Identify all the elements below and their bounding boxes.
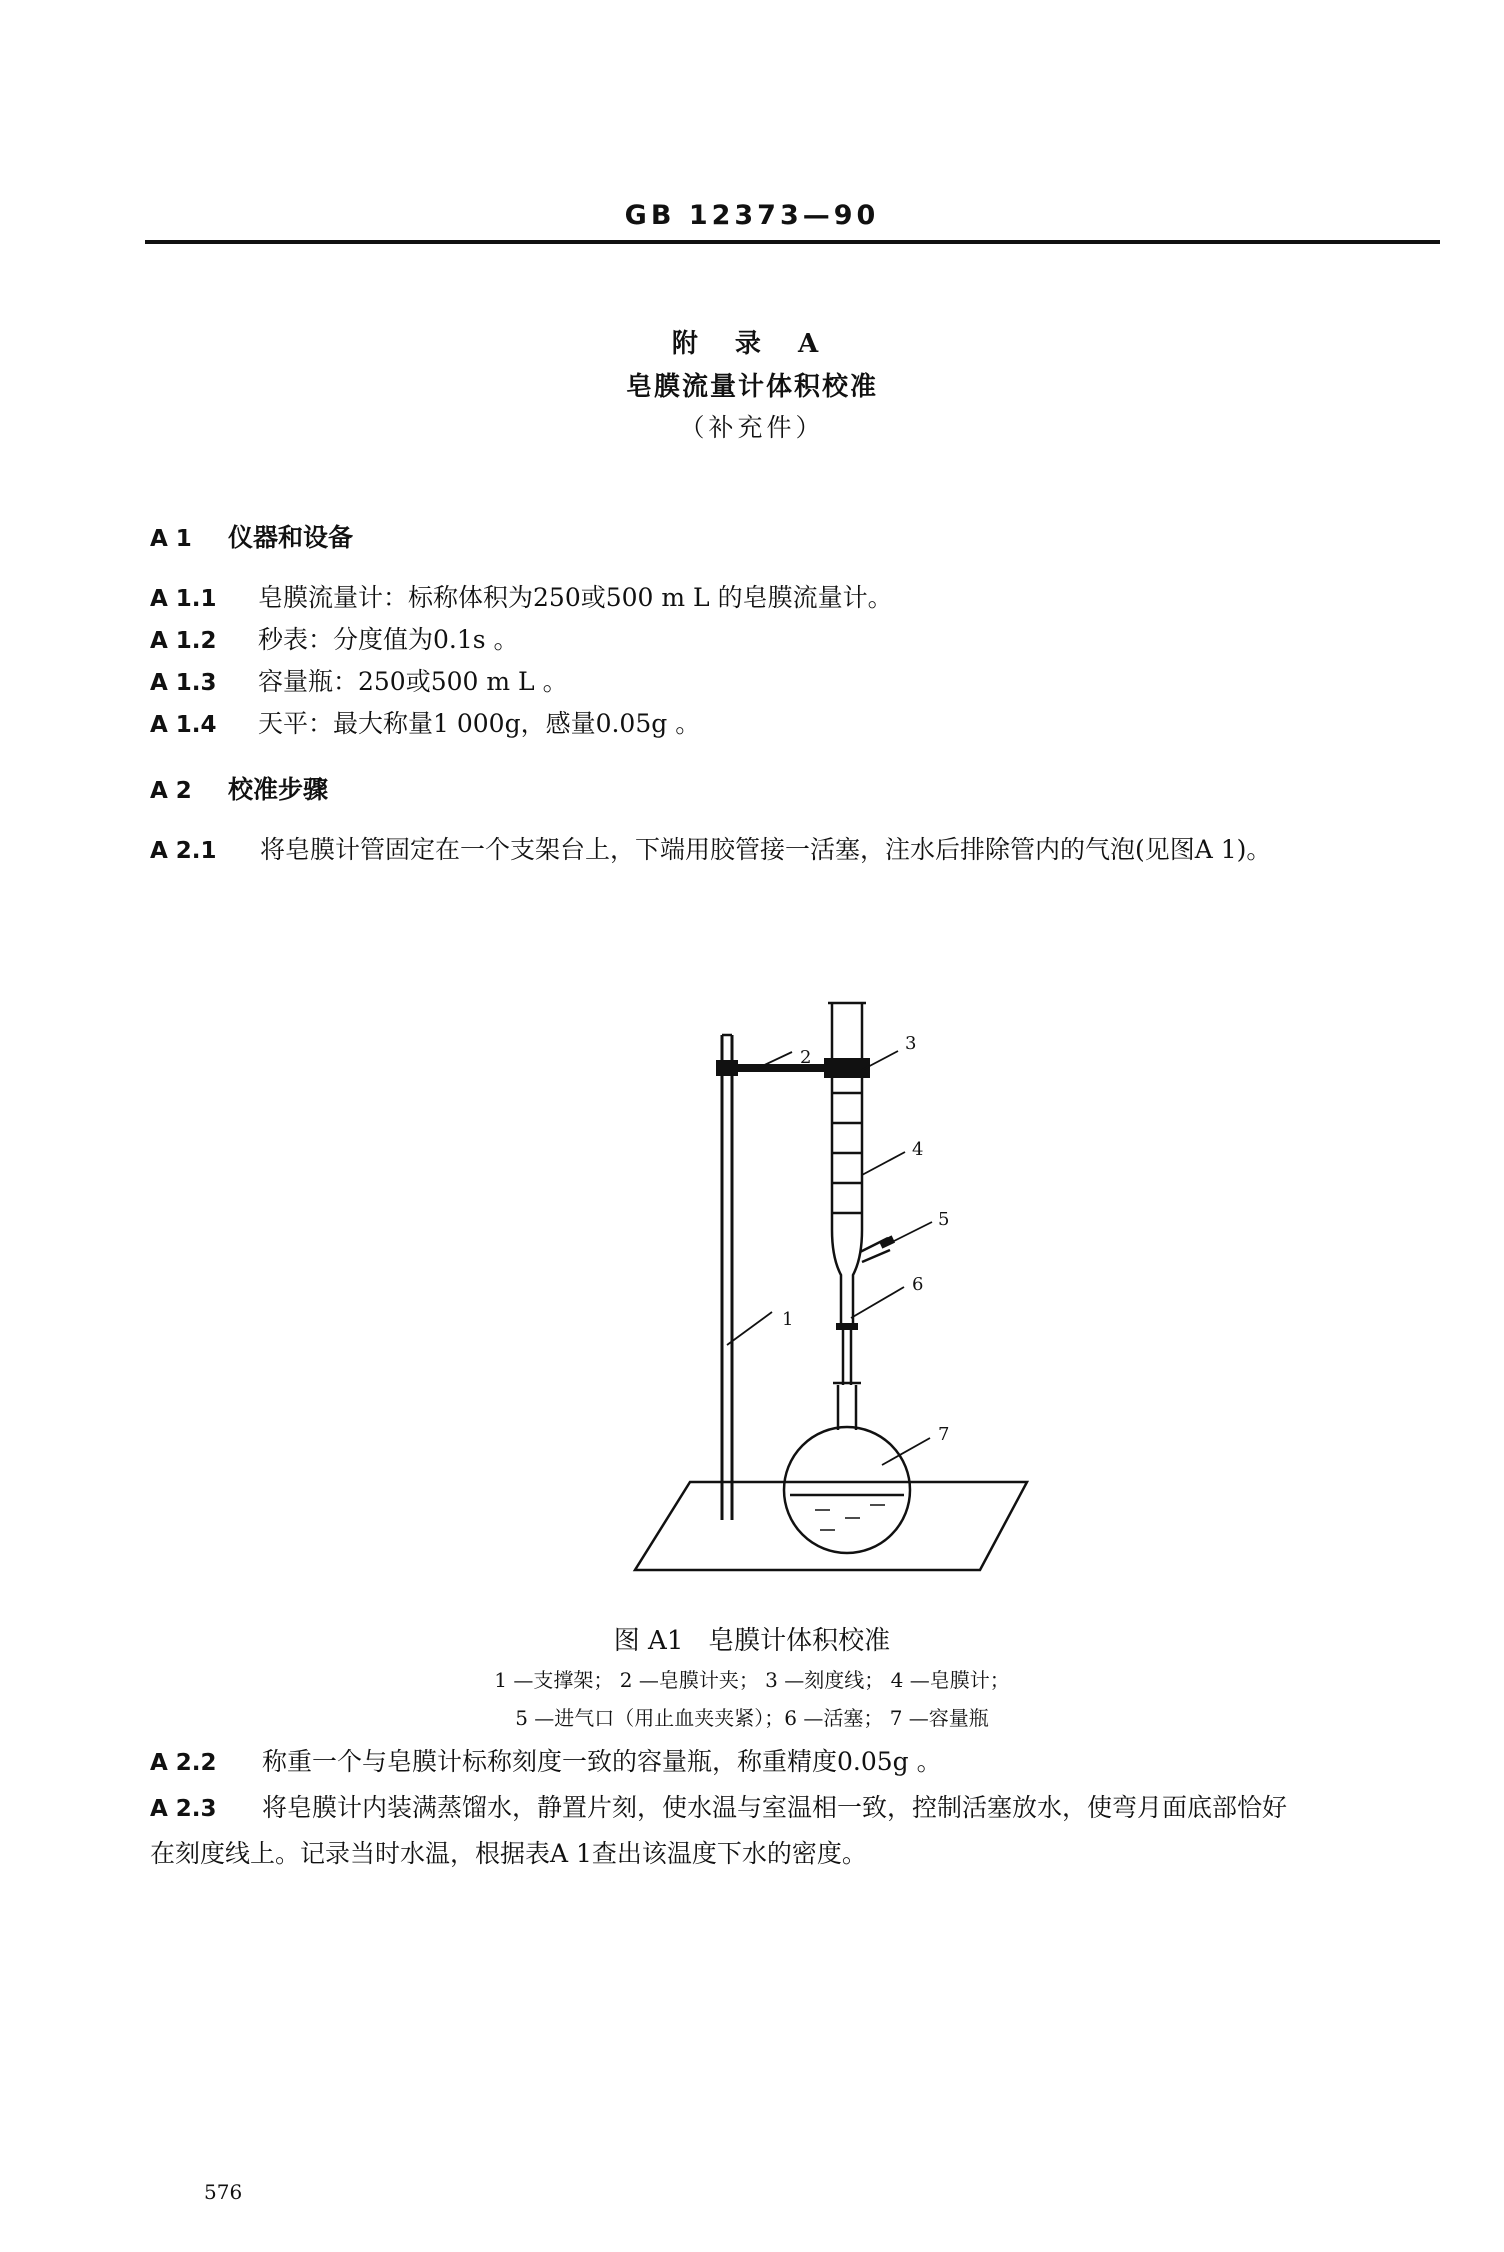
figure-apparatus: [620, 990, 1040, 1590]
section-title: 校准步骤: [228, 775, 329, 804]
item-number: A 1.1: [150, 586, 217, 612]
item-number: A 1.2: [150, 628, 217, 654]
appendix-title: 皂膜流量计体积校准: [625, 372, 878, 402]
item-text: 将皂膜计内装满蒸馏水，静置片刻，使水温与室温相一致，控制活塞放水，使弯月面底部恰好: [262, 1793, 1288, 1822]
item-text: 皂膜流量计：标称体积为250或500 m L 的皂膜流量计。: [258, 583, 893, 612]
item-a2-1: [150, 830, 1271, 866]
section-heading-a2: [150, 770, 328, 806]
item-text: 天平：最大称量1 000g，感量0.05g 。: [258, 709, 701, 738]
section-title: 仪器和设备: [228, 523, 354, 552]
page-number: 576: [204, 2180, 243, 2204]
stopcock: [836, 1323, 858, 1330]
item-text: 将皂膜计管固定在一个支架台上，下端用胶管接一活塞，注水后排除管内的气泡(见图A 1)。: [260, 835, 1272, 864]
item-a1-4: [150, 704, 700, 740]
item-a1-2: [150, 620, 519, 656]
callout-number: 1: [782, 1309, 794, 1330]
section-number: A 1: [150, 526, 192, 552]
callout-number: 2: [800, 1047, 812, 1068]
callout-number: 5: [938, 1209, 950, 1230]
figure-legend-line-2: 5 —进气口（用止血夹夹紧）；6 —活塞； 7 —容量瓶: [515, 1706, 989, 1730]
section-number: A 2: [150, 778, 192, 804]
item-a1-1: [150, 578, 893, 614]
header-rule: [145, 240, 1440, 244]
standard-code: GB 12373—90: [624, 200, 880, 231]
figure-legend-line-1: 1 —支撑架； 2 —皂膜计夹； 3 —刻度线； 4 —皂膜计；: [494, 1668, 1010, 1692]
item-number: A 2.2: [150, 1750, 217, 1776]
item-text: 称重一个与皂膜计标称刻度一致的容量瓶，称重精度0.05g 。: [262, 1747, 942, 1776]
callout-number: 6: [912, 1274, 924, 1295]
item-text: 秒表：分度值为0.1s 。: [258, 625, 519, 654]
item-a2-3-continued: 在刻度线上。记录当时水温，根据表A 1查出该温度下水的密度。: [150, 1839, 867, 1868]
callout-number: 7: [938, 1424, 950, 1445]
item-text: 容量瓶：250或500 m L 。: [258, 667, 568, 696]
item-number: A 1.4: [150, 712, 217, 738]
item-a1-3: [150, 662, 568, 698]
item-number: A 2.3: [150, 1796, 217, 1822]
callout-number: 4: [912, 1139, 924, 1160]
figure-caption: 图 A1 皂膜计体积校准: [613, 1626, 891, 1656]
appendix-subtitle: （补充件）: [679, 413, 825, 442]
item-a2-2: [150, 1742, 942, 1778]
item-number: A 1.3: [150, 670, 217, 696]
appendix-label: 附 录 A: [671, 329, 833, 359]
item-number: A 2.1: [150, 838, 217, 864]
callout-number: 3: [905, 1033, 917, 1054]
section-heading-a1: [150, 518, 353, 554]
item-a2-3: [150, 1788, 1287, 1824]
